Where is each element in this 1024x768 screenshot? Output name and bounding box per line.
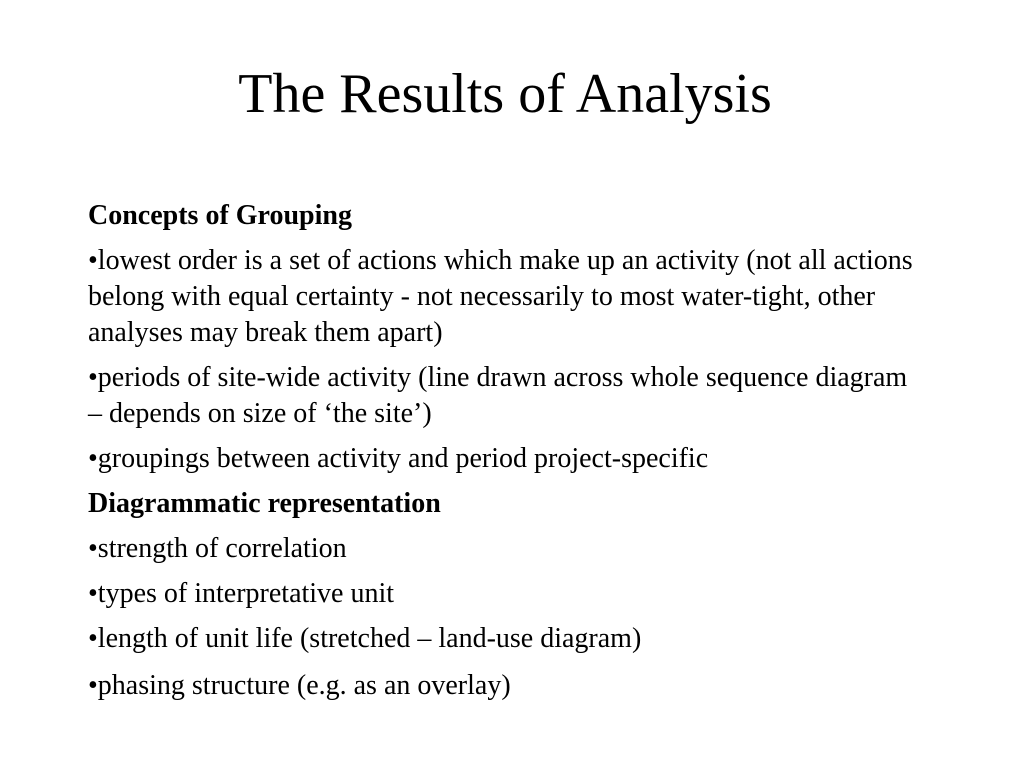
section-heading-grouping: Concepts of Grouping	[88, 200, 352, 231]
bullet-item: •periods of site-wide activity (line drawn across whole sequence diagram – depends on size of ‘the site’)	[88, 362, 908, 429]
section-heading-diagram: Diagrammatic representation	[88, 488, 441, 519]
slide-body	[88, 198, 918, 704]
slide-title: The Results of Analysis	[238, 63, 772, 125]
bullet-item: •types of interpretative unit	[88, 578, 395, 609]
bullet-item: •lowest order is a set of actions which make up an activity (not all actions belong with equal certainty - not necessarily to most water-tight, other analyses may break them apart)	[88, 245, 913, 348]
bullet-item: •length of unit life (stretched – land-use diagram)	[88, 623, 642, 654]
bullet-item: •strength of correlation	[88, 533, 347, 564]
bullet-item: •phasing structure (e.g. as an overlay)	[88, 670, 511, 701]
bullet-item: •groupings between activity and period project-specific	[88, 443, 709, 474]
